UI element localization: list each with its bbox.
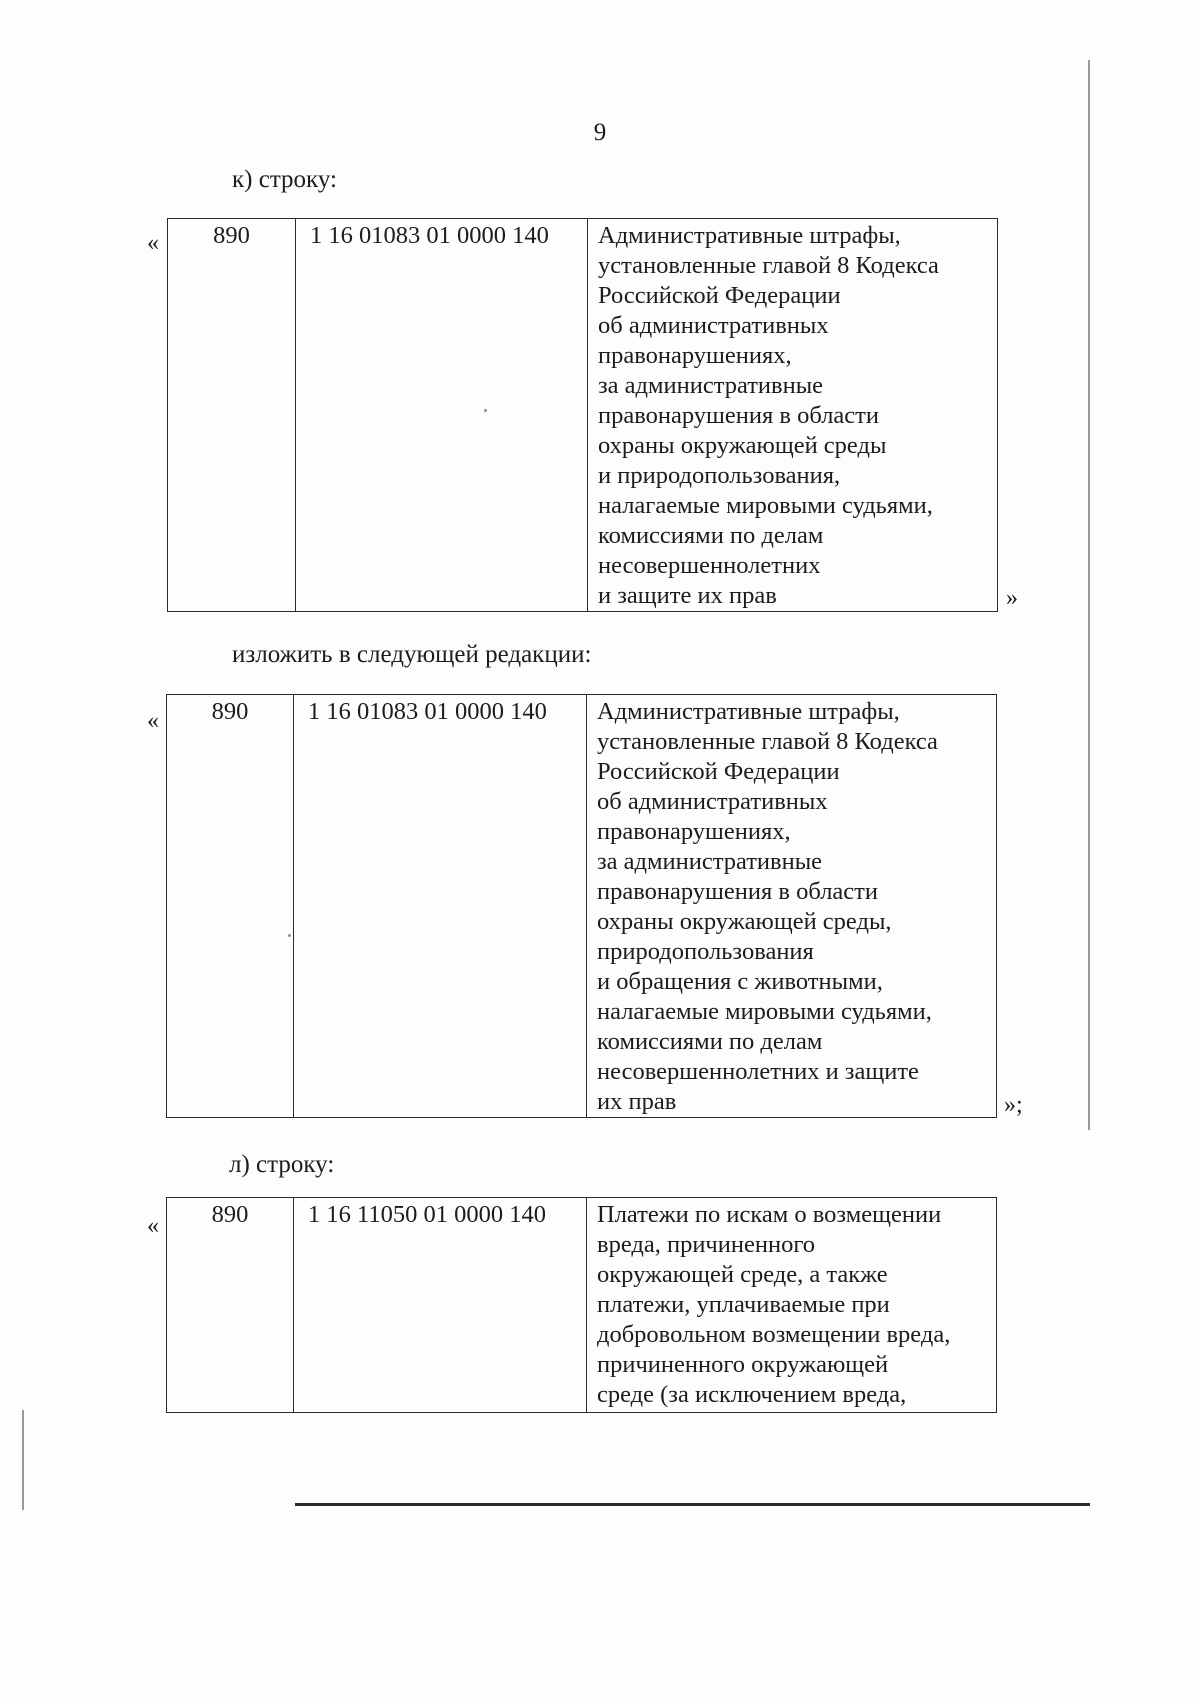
description-line: об административных [597, 788, 828, 815]
section-k-label: к) строку: [232, 166, 337, 193]
description-line: добровольном возмещении вреда, [597, 1321, 951, 1348]
section-l-label: л) строку: [229, 1151, 335, 1178]
description-line: их прав [597, 1088, 677, 1115]
description-line: правонарушения в области [597, 878, 878, 905]
description-line: охраны окружающей среды [598, 432, 887, 459]
admin-code-cell: 890 [168, 219, 296, 612]
description-line: правонарушения в области [598, 402, 879, 429]
description-line: окружающей среде, а также [597, 1261, 888, 1288]
open-quote: « [147, 1213, 159, 1239]
close-quote: »; [1004, 1092, 1023, 1118]
description-line: и природопользования, [598, 462, 841, 489]
description-cell [587, 1198, 997, 1413]
description-line: налагаемые мировыми судьями, [597, 998, 932, 1025]
description-line: установленные главой 8 Кодекса [597, 728, 938, 755]
scan-speck [288, 934, 291, 937]
description-line: Платежи по искам о возмещении [597, 1201, 942, 1228]
open-quote: « [147, 230, 159, 256]
description-line: за административные [598, 372, 824, 399]
scan-edge-line [1088, 60, 1090, 1130]
description-line: среде (за исключением вреда, [597, 1381, 907, 1408]
description-cell [588, 219, 998, 612]
admin-code-cell: 890 [167, 695, 294, 1118]
kbk-cell: 1 16 01083 01 0000 140 [296, 219, 588, 612]
description-line: правонарушениях, [598, 342, 792, 369]
description-line: правонарушениях, [597, 818, 791, 845]
description-line: несовершеннолетних и защите [597, 1058, 919, 1085]
description-line: несовершеннолетних [598, 552, 821, 579]
kbk-cell: 1 16 01083 01 0000 140 [294, 695, 587, 1118]
description-line: природопользования [597, 938, 814, 965]
description-line: причиненного окружающей [597, 1351, 889, 1378]
table-row-new [166, 694, 997, 1118]
description-line: Административные штрафы, [597, 698, 900, 725]
admin-code-cell: 890 [167, 1198, 294, 1413]
description-line: охраны окружающей среды, [597, 908, 892, 935]
description-line: за административные [597, 848, 823, 875]
section-replace-label: изложить в следующей редакции: [232, 641, 592, 668]
page-number: 9 [593, 119, 607, 146]
description-line: и обращения с животными, [597, 968, 883, 995]
table-row-old [167, 218, 998, 612]
scan-bottom-line [295, 1503, 1090, 1506]
open-quote: « [147, 708, 159, 734]
description-line: об административных [598, 312, 829, 339]
close-quote: » [1006, 585, 1018, 611]
scan-speck [484, 409, 487, 412]
description-line: и защите их прав [598, 582, 777, 609]
description-line: комиссиями по делам [598, 522, 824, 549]
description-line: вреда, причиненного [597, 1231, 816, 1258]
scan-edge-line [22, 1410, 24, 1510]
description-line: платежи, уплачиваемые при [597, 1291, 890, 1318]
description-line: Российской Федерации [598, 282, 841, 309]
description-line: Российской Федерации [597, 758, 840, 785]
description-line: налагаемые мировыми судьями, [598, 492, 933, 519]
description-line: комиссиями по делам [597, 1028, 823, 1055]
description-line: установленные главой 8 Кодекса [598, 252, 939, 279]
description-line: Административные штрафы, [598, 222, 901, 249]
description-cell [587, 695, 997, 1118]
table-row-next [166, 1197, 997, 1413]
kbk-cell: 1 16 11050 01 0000 140 [294, 1198, 587, 1413]
